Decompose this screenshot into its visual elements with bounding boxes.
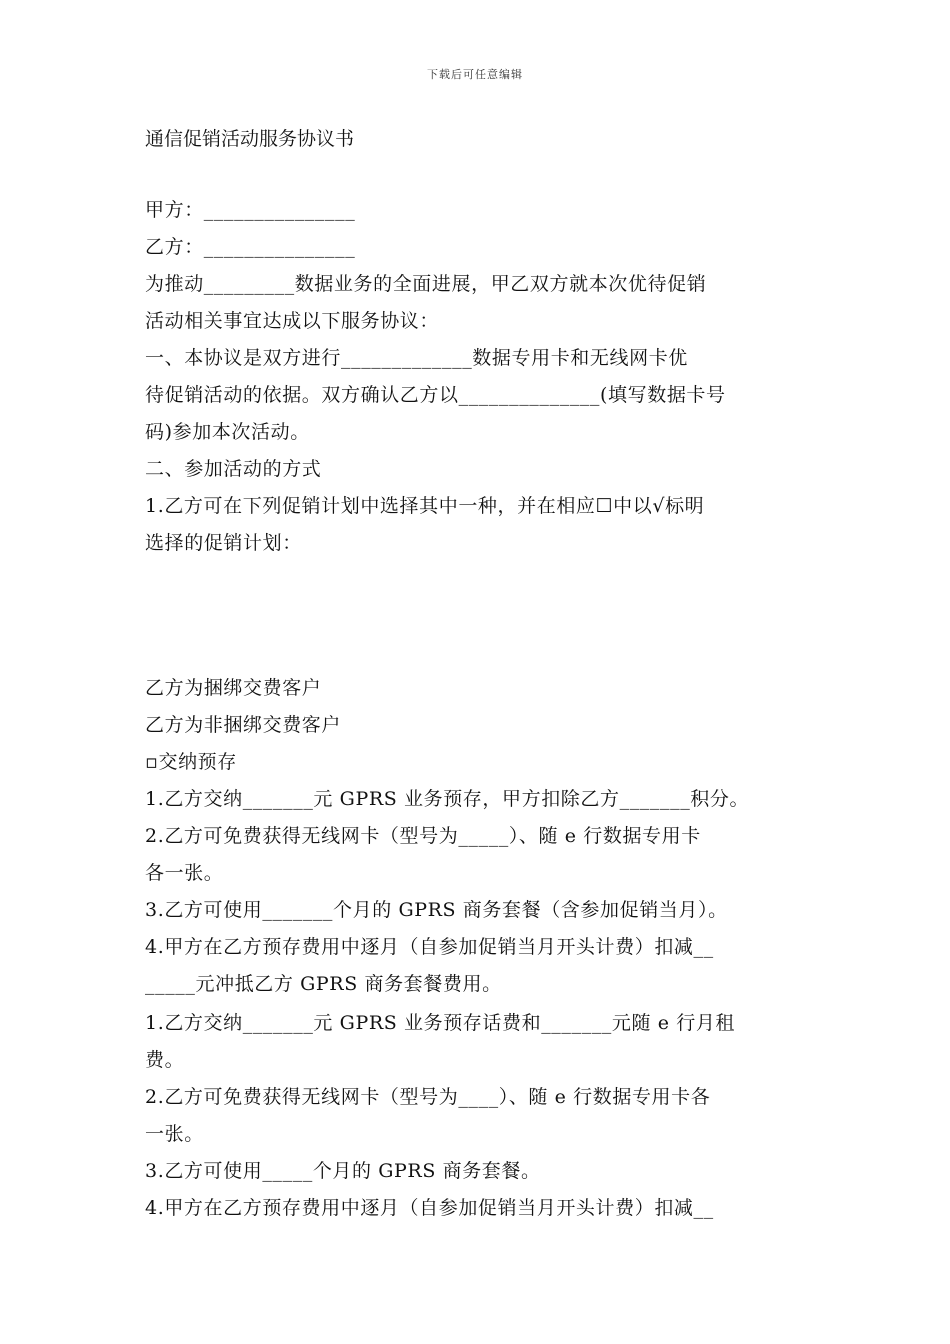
plan-a-item-1: 1.乙方交纳_______元 GPRS 业务预存，甲方扣除乙方_______积分。 bbox=[145, 788, 750, 810]
section-2-heading: 二、参加活动的方式 bbox=[145, 458, 322, 480]
plan-b-item-2-line-1: 2.乙方可免费获得无线网卡（型号为____）、随 e 行数据专用卡各 bbox=[145, 1086, 711, 1108]
plan-b-item-1-line-1: 1.乙方交纳_______元 GPRS 业务预存话费和_______元随 e 行月租 bbox=[145, 1012, 736, 1034]
intro-paragraph-line-2: 活动相关事宜达成以下服务协议： bbox=[145, 310, 440, 332]
document-title: 通信促销活动服务协议书 bbox=[145, 128, 355, 150]
clause-1-line-3: 码)参加本次活动。 bbox=[145, 421, 310, 443]
plan-a-item-2-line-2: 各一张。 bbox=[145, 862, 224, 884]
page-header-note: 下载后可任意编辑 bbox=[427, 68, 523, 81]
option-bundled-customer: 乙方为捆绑交费客户 bbox=[145, 677, 322, 699]
clause-1-line-2: 待促销活动的依据。双方确认乙方以______________(填写数据卡号 bbox=[145, 384, 726, 406]
plan-a-item-4-line-2: _____元冲抵乙方 GPRS 商务套餐费用。 bbox=[145, 973, 502, 995]
plan-a-item-3: 3.乙方可使用_______个月的 GPRS 商务套餐（含参加促销当月）。 bbox=[145, 899, 728, 921]
plan-b-item-1-line-2: 费。 bbox=[145, 1049, 185, 1071]
plan-b-item-4-line-1: 4.甲方在乙方预存费用中逐月（自参加促销当月开头计费）扣减__ bbox=[145, 1197, 714, 1219]
plan-a-item-4-line-1: 4.甲方在乙方预存费用中逐月（自参加促销当月开头计费）扣减__ bbox=[145, 936, 714, 958]
section-2-item-1-line-2: 选择的促销计划： bbox=[145, 532, 302, 554]
plan-a-item-2-line-1: 2.乙方可免费获得无线网卡（型号为_____）、随 e 行数据专用卡 bbox=[145, 825, 701, 847]
party-b-line: 乙方：_______________ bbox=[145, 236, 356, 258]
plan-b-item-2-line-2: 一张。 bbox=[145, 1123, 204, 1145]
option-prepay-deposit: ▫交纳预存 bbox=[145, 751, 237, 773]
party-a-line: 甲方：_______________ bbox=[145, 199, 356, 221]
section-2-item-1-line-1: 1.乙方可在下列促销计划中选择其中一种，并在相应☐中以√标明 bbox=[145, 495, 705, 517]
option-non-bundled-customer: 乙方为非捆绑交费客户 bbox=[145, 714, 342, 736]
clause-1-line-1: 一、本协议是双方进行_____________数据专用卡和无线网卡优 bbox=[145, 347, 688, 369]
intro-paragraph-line-1: 为推动_________数据业务的全面进展，甲乙双方就本次优待促销 bbox=[145, 273, 707, 295]
plan-b-item-3: 3.乙方可使用_____个月的 GPRS 商务套餐。 bbox=[145, 1160, 541, 1182]
